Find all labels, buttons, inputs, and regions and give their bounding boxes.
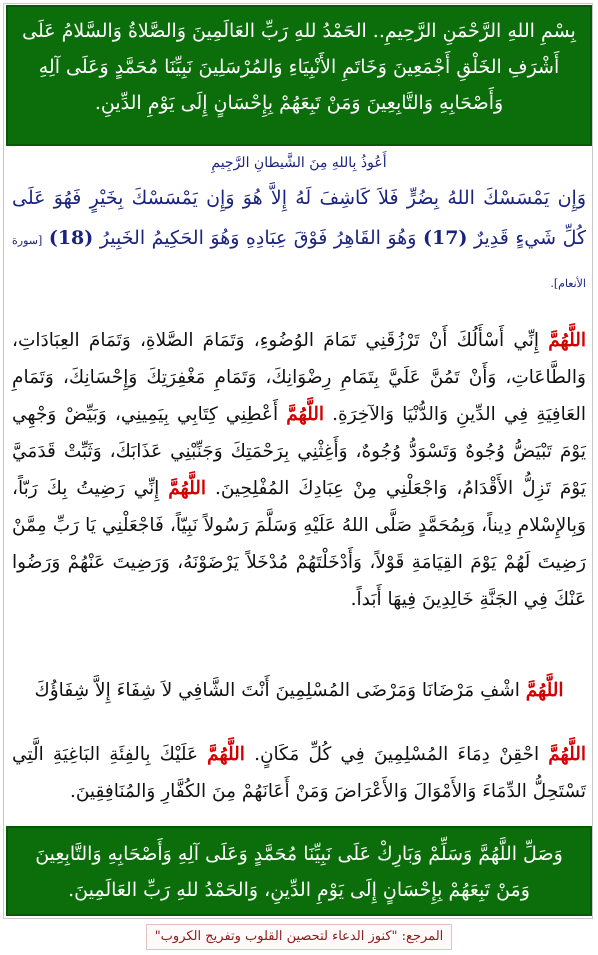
dua-2-text: اشْفِ مَرْضَانَا وَمَرْضَى المُسْلِمِينَ أَنْتَ الشَّافِي لاَ شِفَاءَ إِلاَّ شِفَاؤُكَ — [34, 680, 520, 701]
verse-part-1: وَإِن يَمْسَسْكَ اللهُ بِضُرٍّ فَلاَ كَاشِفَ لَهُ إِلاَّ هُوَ وَإِن يَمْسَسْكَ بِخَيْرٍ فَهُوَ عَلَى كُلِّ شَيءٍ قَدِيرٌ — [12, 187, 587, 249]
opening-box — [6, 5, 592, 146]
dua-1-text-2: أَعْطِنِي كِتَابِي بِيَمِينِي، وَبَيِّضْ وَجْهِي يَوْمَ تَبْيَضُّ وُجُوهٌ وَتَسْوَدُّ وُجُوهٌ، وَأَغِثْنِي بِرَحْمَتِكَ وَجَنِّبْنِي عَذَابَكَ، وَثَبِّتْ قَدَمَيَّ يَوْمَ تَزِلُّ الأَقْدَامُ، وَاجْعَلْنِي مِنْ عِبَادِكَ المُفْلِحِينَ. — [12, 404, 587, 499]
allahumma-5: اللَّهُمَّ — [548, 744, 586, 765]
quran-verse — [12, 178, 586, 304]
verse-part-2: وَهُوَ القَاهِرُ فَوْقَ عِبَادِهِ وَهُوَ الحَكِيمُ الخَبِيرُ — [99, 227, 417, 249]
dua-paragraph-1 — [12, 322, 586, 618]
dua-3-text-1: احْقِنْ دِمَاءَ المُسْلِمِينَ فِي كُلِّ مَكَانٍ. — [254, 744, 540, 765]
source-box — [146, 924, 453, 950]
opening-text: بِسْمِ اللهِ الرَّحْمَنِ الرَّحِيمِ.. الحَمْدُ للهِ رَبِّ العَالَمِينَ وَالصَّلاةُ وَالسَّلامُ عَلَى أَشْرَفِ الخَلْقِ أَجْمَعِينَ وَخَاتَمِ الأَنْبِيَاءِ وَالمُرْسَلِينَ نَبِيِّنَا مُحَمَّدٍ وَعَلَى آلِهِ وَأَصْحَابِهِ وَالتَّابِعِينَ وَمَنْ تَبِعَهُمْ بِإِحْسَانٍ إِلَى يَوْمِ الدِّينِ. — [22, 20, 576, 114]
verse-number-18: (18) — [48, 227, 94, 249]
source-title: "كنوز الدعاء لتحصين القلوب وتفريج الكروب" — [154, 929, 398, 944]
allahumma-4: اللَّهُمَّ — [525, 680, 564, 701]
verse-number-17: (17) — [422, 227, 468, 249]
allahumma-6: اللَّهُمَّ — [207, 744, 245, 765]
dua-3-text-2: عَلَيْكَ بِالفِئَةِ البَاغِيَةِ الَّتِي تَسْتَحِلُّ الدِّمَاءَ وَالأَمْوَالَ وَالأَعْرَاضَ وَمَنْ أَعَانَهُمْ مِنَ الكُفَّارِ وَالمُنَافِقِينَ. — [12, 744, 586, 802]
surah-reference: [سورة الأنعام]. — [12, 234, 586, 290]
allahumma-3: اللَّهُمَّ — [168, 478, 206, 499]
isti-adha: أَعُوذُ بِاللهِ مِنَ الشَّيطانِ الرَّجِيمِ — [211, 155, 387, 171]
dua-1-text-1: إِنِّي أَسْأَلُكَ أَنْ تَرْزُقَنِي تَمَامَ الوُضُوءِ، وَتَمَامَ الصَّلاةِ، وَتَمَامَ العِبَادَاتِ، وَالطَّاعَاتِ، وَأَنْ تَمُنَّ عَلَيَّ بِتَمَامِ رِضْوَانِكَ، وَتَمَامِ مَغْفِرَتِكَ وَإِحْسَانِكَ، وَتَمَامِ العَافِيَةِ فِي الدِّينِ وَالدُّنْيَا وَالآخِرَةِ. — [12, 330, 586, 425]
dua-1-text-3: إِنِّي رَضِيتُ بِكَ رَبّاً، وَبِالإِسْلامِ دِيناً، وَبِمُحَمَّدٍ صَلَّى اللهُ عَلَيْهِ وَسَلَّمَ رَسُولاً نَبِيّاً، فَاجْعَلْنِي يَا رَبِّ مِمَّنْ رَضِيتَ لَهُمْ يَوْمَ القِيَامَةِ قَوْلاً، وَأَدْخَلْتَهُمْ مُدْخَلاً يَرْضَوْنَهُ، وَرَضِيتَ عَنْهُمْ وَرَضُوا عَنْكَ فِي الجَنَّةِ خَالِدِينَ فِيهَا أَبَداً. — [12, 478, 586, 610]
dua-paragraph-2 — [12, 672, 586, 709]
allahumma-1: اللَّهُمَّ — [548, 330, 586, 351]
closing-text: وَصَلِّ اللَّهُمَّ وَسَلِّمْ وَبَارِكْ عَلَى نَبِيِّنَا مُحَمَّدٍ وَعَلَى آلِهِ وَأَصْحَابِهِ وَالتَّابِعِينَ وَمَنْ تَبِعَهُمْ بِإِحْسَانٍ إِلَى يَوْمِ الدِّينِ، وَالحَمْدُ للهِ رَبِّ العَالَمِينَ. — [35, 843, 563, 901]
allahumma-2: اللَّهُمَّ — [286, 404, 325, 425]
source-reference — [0, 924, 598, 950]
dua-paragraph-3 — [12, 736, 586, 810]
source-label: المرجع: — [401, 929, 444, 944]
closing-box — [6, 826, 592, 916]
